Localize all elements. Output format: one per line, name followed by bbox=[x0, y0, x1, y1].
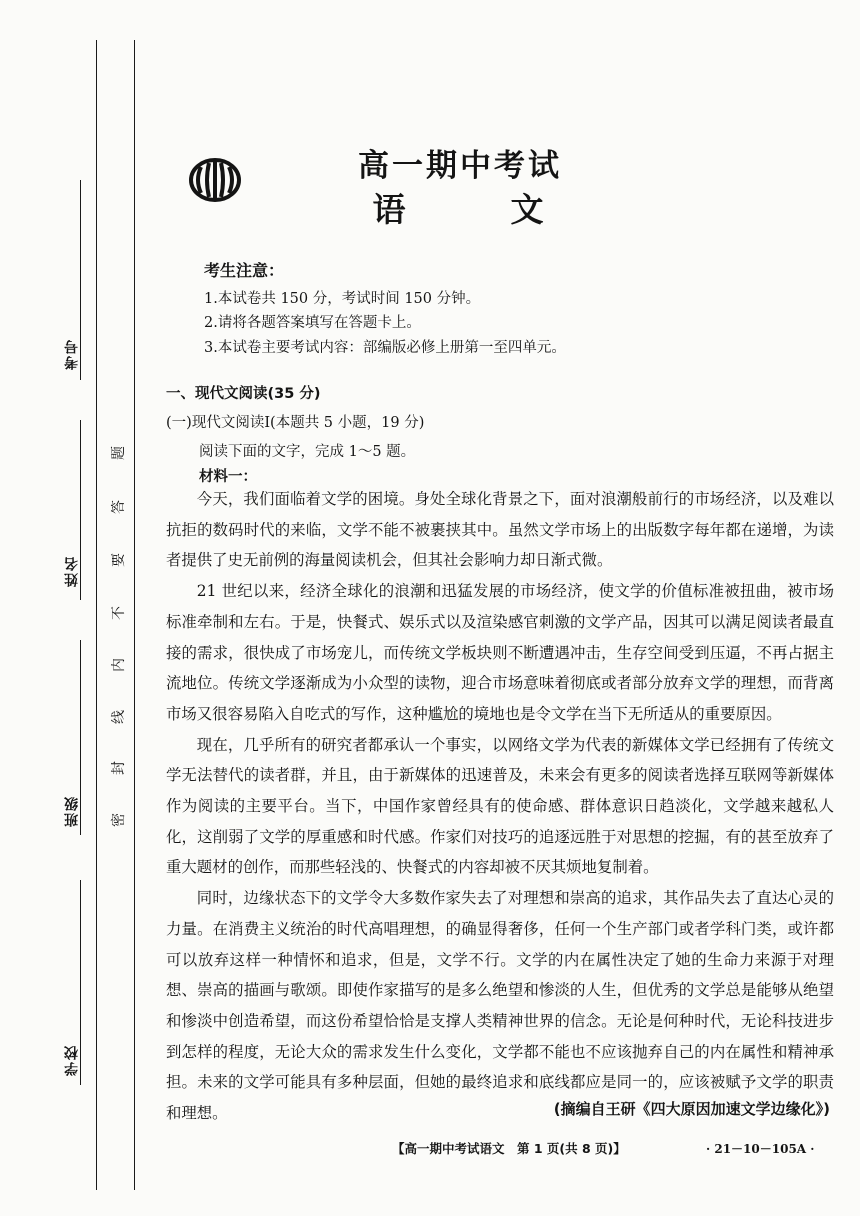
exam-code: · 21－10－105A · bbox=[706, 1142, 815, 1156]
section-title: 一、现代文阅读(35 分) bbox=[166, 386, 321, 402]
subject-char: 文 bbox=[510, 190, 548, 229]
seal-char: 题 bbox=[111, 446, 127, 460]
school-field[interactable] bbox=[80, 880, 81, 1085]
notice-heading: 考生注意： bbox=[204, 261, 285, 280]
notice-item: 2.请将各题答案填写在答题卡上。 bbox=[204, 315, 421, 331]
notice-item: 3.本试卷主要考试内容：部编版必修上册第一至四单元。 bbox=[204, 340, 566, 356]
seal-char: 不 bbox=[111, 606, 127, 620]
exam-number-label: 考号 bbox=[64, 338, 80, 370]
seal-char: 内 bbox=[111, 658, 127, 672]
seal-char: 答 bbox=[111, 500, 127, 514]
passage-paragraph: 现在，几乎所有的研究者都承认一个事实，以网络文学为代表的新媒体文学已经拥有了传统文学无法替代的读者群，并且，由于新媒体的迅速普及，未来会有更多的阅读者选择互联网等新媒体作为阅读的主要平台。当下，中国作家曾经具有的使命感、群体意识日趋淡化，文学越来越私人化，这削弱了文学的厚重感和时代感。作家们对技巧的追逐远胜于对思想的挖掘，有的甚至放弃了重大题材的创作，而那些轻浅的、快餐式的内容却被不厌其烦地复制着。 bbox=[166, 735, 834, 877]
subject-char: 语 bbox=[372, 190, 410, 229]
seal-char: 密 bbox=[111, 813, 127, 827]
passage-paragraph: 21 世纪以来，经济全球化的浪潮和迅猛发展的市场经济，使文学的价值标准被扭曲，被市场标准牵制和左右。于是，快餐式、娱乐式以及渲染感官刺激的文学产品，因其可以满足阅读者最直接的需求，很快成了市场宠儿，而传统文学板块则不断遭遇冲击，生存空间受到压逼，不再占据主流地位。传统文学逐渐成为小众型的读物，迎合市场意味着彻底或者部分放弃文学的理想，而背离市场又很容易陷入自吃式的写作，这种尴尬的境地也是令文学在当下无所适从的重要原因。 bbox=[166, 582, 834, 723]
section-subtitle: (一)现代文阅读Ⅰ(本题共 5 小题，19 分) bbox=[166, 415, 425, 431]
seal-char: 封 bbox=[111, 761, 127, 775]
section-instruction: 阅读下面的文字，完成 1～5 题。 bbox=[199, 444, 416, 460]
exam-number-field[interactable] bbox=[80, 180, 81, 380]
binding-line-inner bbox=[134, 40, 135, 1190]
source-citation: (摘编自王研《四大原因加速文学边缘化》) bbox=[553, 1100, 830, 1118]
class-label: 班级 bbox=[64, 795, 80, 827]
exam-title: 高一期中考试 bbox=[358, 148, 562, 184]
seal-char: 要 bbox=[111, 553, 127, 567]
material-label: 材料一： bbox=[199, 469, 257, 485]
seal-char: 线 bbox=[111, 710, 127, 724]
class-field[interactable] bbox=[80, 640, 81, 835]
binding-line-outer bbox=[96, 40, 97, 1190]
reading-passage bbox=[166, 484, 834, 1129]
passage-paragraph: 今天，我们面临着文学的困境。身处全球化背景之下，面对浪潮般前行的市场经济，以及难以抗拒的数码时代的来临，文学不能不被裹挟其中。虽然文学市场上的出版数字每年都在递增，为读者提供了史无前例的海量阅读机会，但其社会影响力却日渐式微。 bbox=[166, 490, 834, 570]
publisher-logo-icon bbox=[188, 157, 242, 203]
notice-item: 1.本试卷共 150 分，考试时间 150 分钟。 bbox=[204, 291, 481, 307]
page-footer: 【高一期中考试语文 第 1 页(共 8 页)】 bbox=[392, 1141, 626, 1156]
passage-paragraph: 同时，边缘状态下的文学令大多数作家失去了对理想和崇高的追求，其作品失去了直达心灵的力量。在消费主义统治的时代高唱理想，的确显得奢侈，任何一个生产部门或者学科门类，或许都可以放弃这样一种情怀和追求，但是，文学不行。文学的内在属性决定了她的生命力来源于对理想、崇高的描画与歌颂。即使作家描写的是多么绝望和惨淡的人生，但优秀的文学总是能够从绝望和惨淡中创造希望，而这份希望恰恰是支撑人类精神世界的信念。无论是何种时代，无论科技进步到怎样的程度，无论大众的需求发生什么变化，文学都不能也不应该抛弃自己的内在属性和精神承担。未来的文学可能具有多种层面，但她的最终追求和底线都应是同一的，应该被赋予文学的职责和理想。 bbox=[166, 889, 834, 1123]
school-label: 学校 bbox=[64, 1044, 80, 1076]
name-label: 姓名 bbox=[64, 555, 80, 587]
subject-title bbox=[260, 184, 660, 231]
name-field[interactable] bbox=[80, 420, 81, 600]
